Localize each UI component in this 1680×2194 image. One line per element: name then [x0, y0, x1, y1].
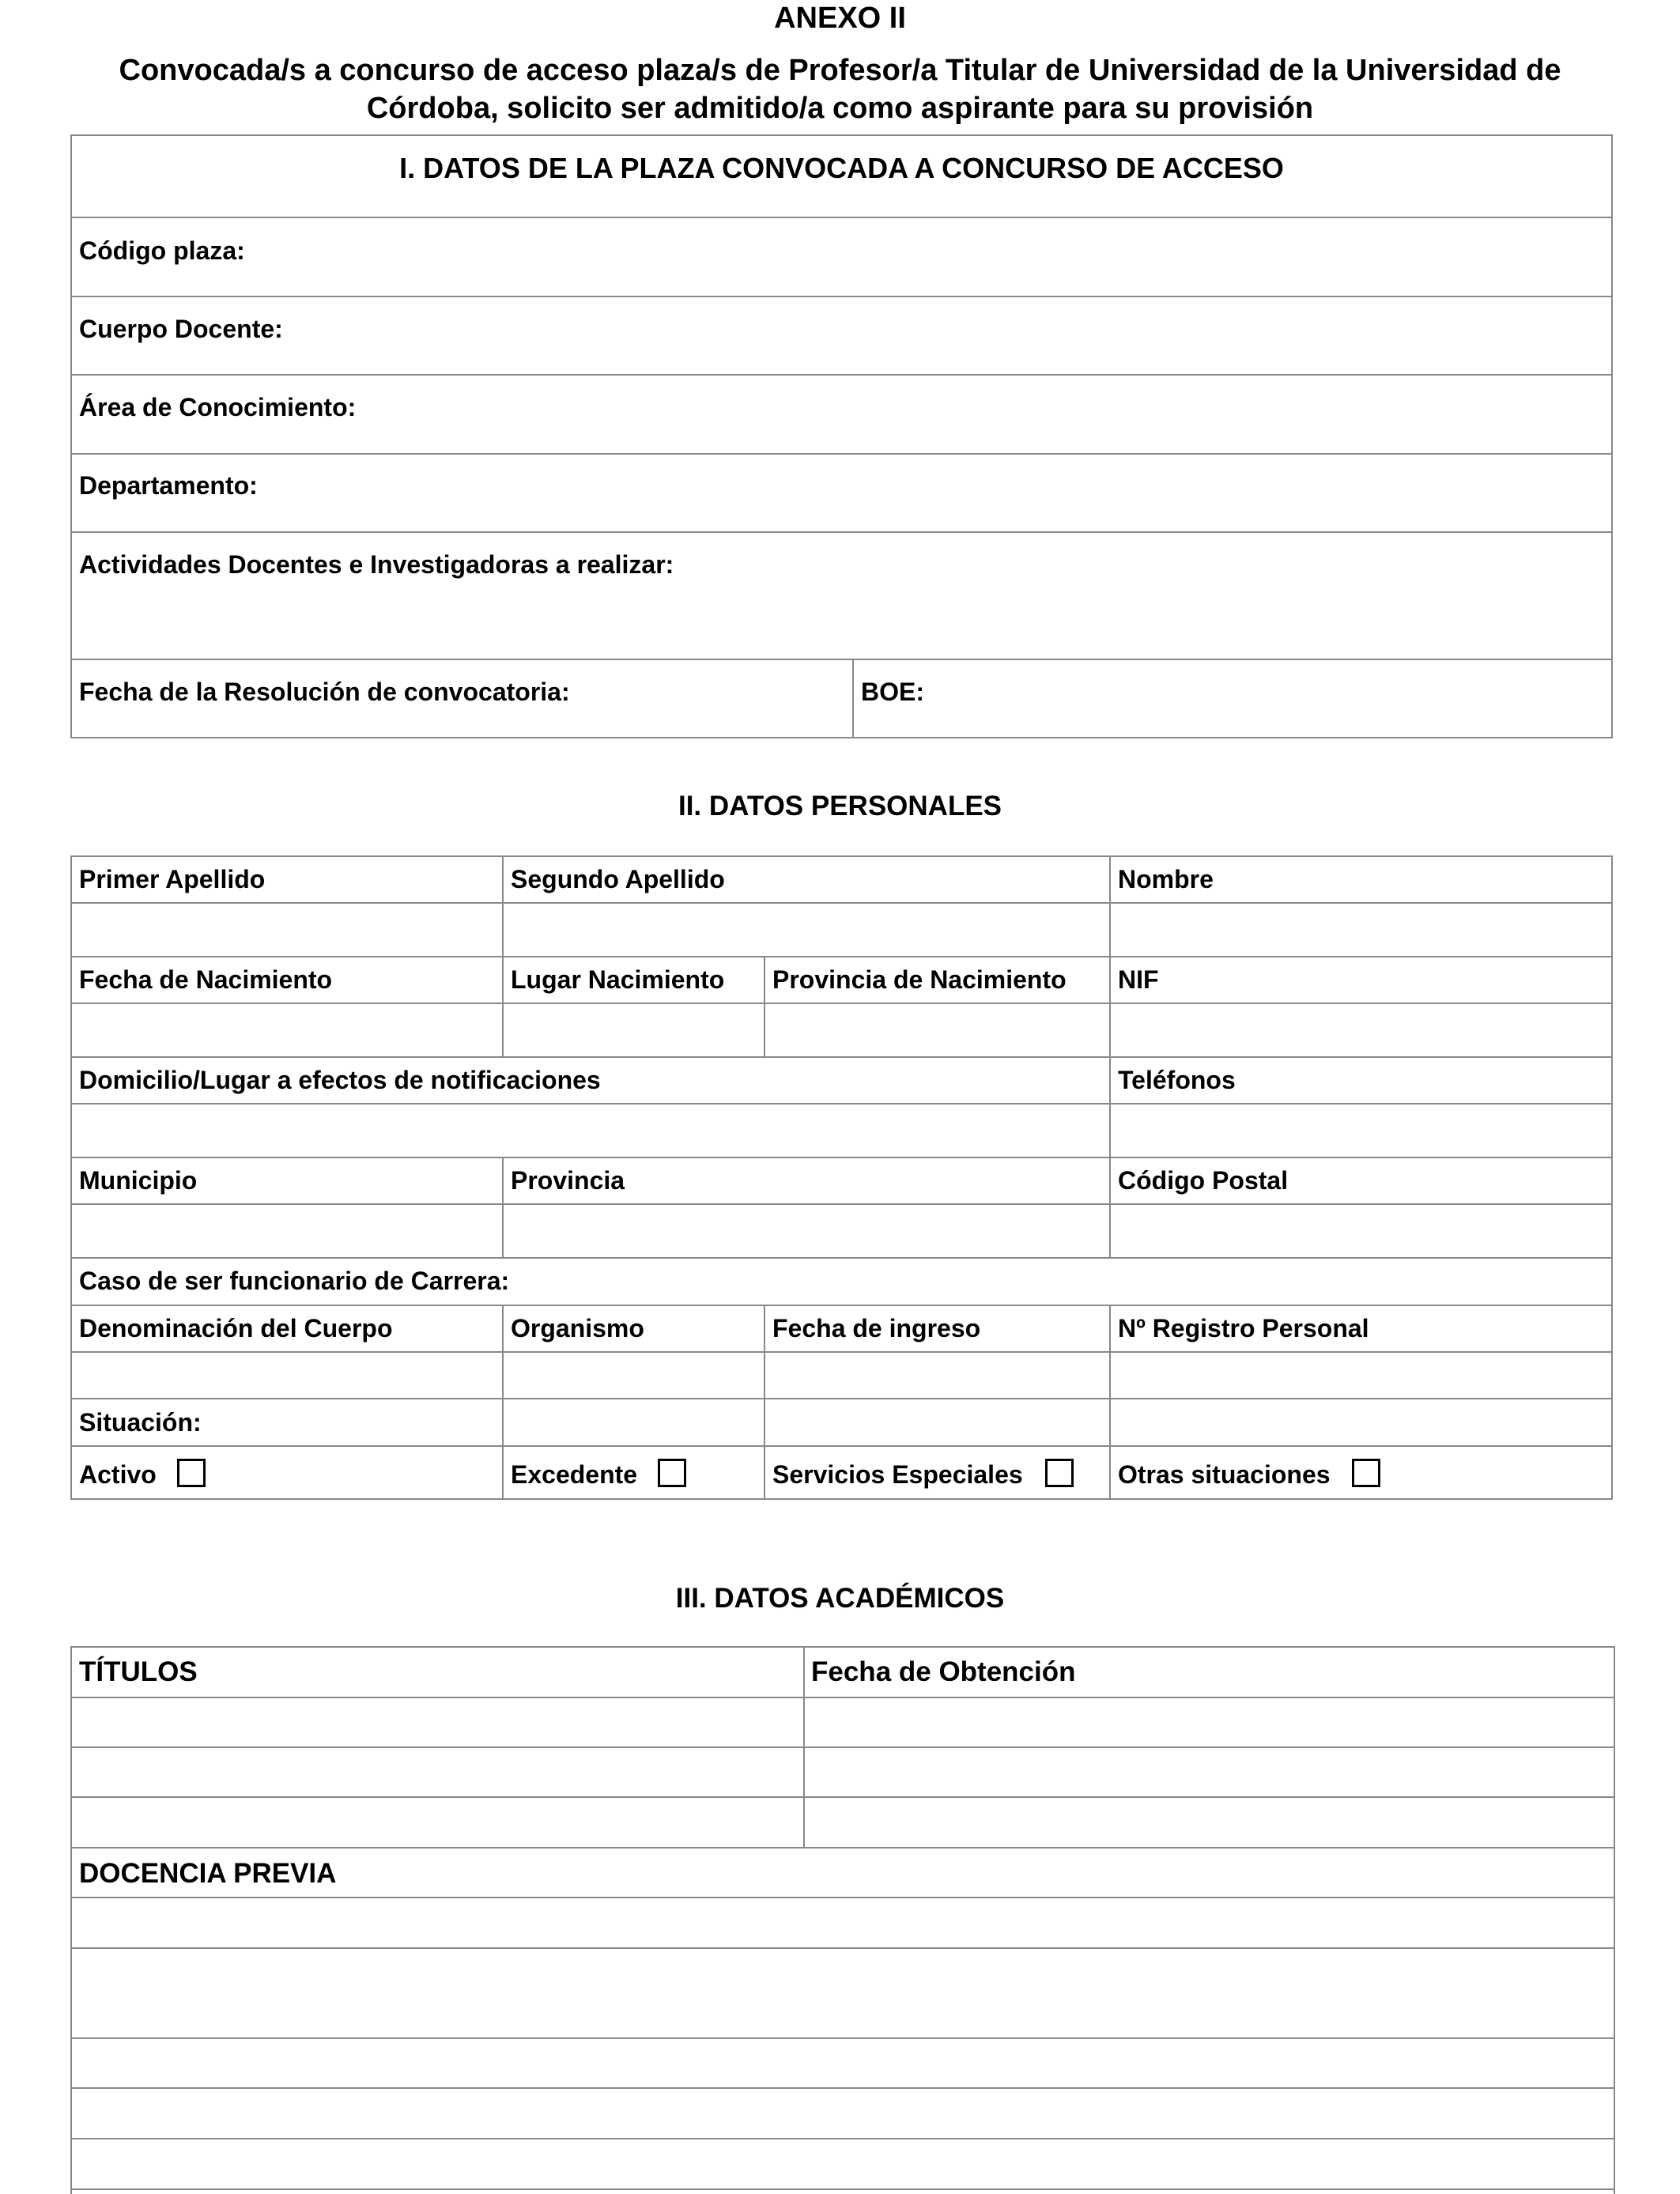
fecha-nacimiento-field[interactable] — [72, 1004, 501, 1055]
area-conocimiento-label: Área de Conocimiento: — [79, 393, 357, 421]
codigo-plaza-field[interactable] — [261, 218, 1611, 294]
lugar-nacimiento-field[interactable] — [504, 1004, 763, 1055]
fecha-obtencion-field-2[interactable] — [805, 1748, 1614, 1796]
domicilio-field[interactable] — [72, 1105, 1108, 1155]
divider — [70, 531, 1613, 533]
provincia-field[interactable] — [504, 1205, 1108, 1256]
fecha-obtencion-field-3[interactable] — [805, 1798, 1614, 1845]
telefonos-label: Teléfonos — [1118, 1066, 1236, 1094]
municipio-label: Municipio — [79, 1166, 198, 1195]
fecha-obtencion-header: Fecha de Obtención — [811, 1656, 1076, 1687]
divider — [70, 1305, 1613, 1306]
nif-label: NIF — [1118, 965, 1159, 994]
fecha-obtencion-field-1[interactable] — [805, 1698, 1614, 1746]
actividades-label: Actividades Docentes e Investigadoras a realizar: — [79, 550, 674, 579]
excedente-checkbox[interactable] — [658, 1459, 686, 1487]
caso-funcionario-label: Caso de ser funcionario de Carrera: — [79, 1267, 510, 1295]
excedente-label: Excedente — [511, 1460, 638, 1489]
fecha-ingreso-label: Fecha de ingreso — [772, 1314, 981, 1342]
otras-situaciones-checkbox[interactable] — [1352, 1459, 1380, 1487]
provincia-nacimiento-field[interactable] — [765, 1004, 1108, 1055]
provincia-nacimiento-label: Provincia de Nacimiento — [772, 965, 1067, 994]
organismo-label: Organismo — [511, 1314, 644, 1342]
nif-field[interactable] — [1111, 1004, 1611, 1055]
divider — [70, 1847, 1615, 1848]
divider — [764, 1305, 765, 1500]
primer-apellido-field[interactable] — [72, 904, 501, 954]
titulo-field-3[interactable] — [72, 1798, 802, 1845]
divider — [1109, 1305, 1111, 1500]
section-2-heading: II. DATOS PERSONALES — [678, 791, 1002, 821]
docencia-field-1[interactable] — [72, 1898, 1614, 1946]
titulo-field-1[interactable] — [72, 1698, 802, 1746]
boe-field[interactable] — [933, 660, 1611, 737]
divider — [70, 1257, 1613, 1259]
cuerpo-docente-field[interactable] — [300, 297, 1611, 373]
intro-line-1: Convocada/s a concurso de acceso plaza/s de Profesor/a Titular de Universidad de la Universidad de — [119, 54, 1561, 87]
titulo-field-2[interactable] — [72, 1748, 802, 1796]
docencia-previa-header: DOCENCIA PREVIA — [79, 1858, 337, 1889]
docencia-field-2[interactable] — [72, 1949, 1614, 2036]
annex-title: ANEXO II — [774, 2, 906, 35]
divider — [70, 1056, 1613, 1058]
situacion-label: Situación: — [79, 1408, 202, 1437]
denominacion-cuerpo-label: Denominación del Cuerpo — [79, 1314, 393, 1342]
codigo-postal-label: Código Postal — [1118, 1166, 1289, 1195]
boe-label: BOE: — [861, 678, 924, 706]
section-1-heading: I. DATOS DE LA PLAZA CONVOCADA A CONCURSO DE ACCESO — [399, 152, 1284, 184]
fecha-resolucion-field[interactable] — [585, 660, 851, 737]
activo-checkbox[interactable] — [177, 1459, 206, 1487]
divider — [70, 956, 1613, 957]
codigo-plaza-label: Código plaza: — [79, 236, 245, 265]
lugar-nacimiento-label: Lugar Nacimiento — [511, 965, 725, 994]
servicios-especiales-label: Servicios Especiales — [772, 1460, 1023, 1489]
registro-personal-label: Nº Registro Personal — [1118, 1314, 1369, 1342]
docencia-field-5[interactable] — [72, 2139, 1614, 2187]
divider — [70, 1398, 1613, 1399]
otras-situaciones-label: Otras situaciones — [1118, 1460, 1331, 1489]
actividades-field[interactable] — [72, 585, 1611, 658]
domicilio-label: Domicilio/Lugar a efectos de notificaciones — [79, 1066, 601, 1094]
fecha-resolucion-label: Fecha de la Resolución de convocatoria: — [79, 678, 570, 706]
activo-label: Activo — [79, 1460, 157, 1489]
divider — [852, 659, 854, 738]
departamento-field[interactable] — [269, 455, 1611, 531]
fecha-ingreso-field[interactable] — [765, 1353, 1108, 1397]
servicios-especiales-checkbox[interactable] — [1045, 1459, 1074, 1487]
codigo-postal-field[interactable] — [1111, 1205, 1611, 1256]
nombre-label: Nombre — [1118, 865, 1214, 893]
municipio-field[interactable] — [72, 1205, 501, 1256]
provincia-label: Provincia — [511, 1166, 625, 1195]
divider — [502, 1305, 504, 1500]
cuerpo-docente-label: Cuerpo Docente: — [79, 315, 283, 343]
section-3-heading: III. DATOS ACADÉMICOS — [675, 1583, 1005, 1614]
telefonos-field[interactable] — [1111, 1105, 1611, 1155]
area-conocimiento-field[interactable] — [372, 376, 1611, 451]
departamento-label: Departamento: — [79, 471, 258, 500]
denominacion-cuerpo-field[interactable] — [72, 1353, 501, 1397]
primer-apellido-label: Primer Apellido — [79, 865, 266, 893]
segundo-apellido-field[interactable] — [504, 904, 1108, 954]
divider — [70, 1445, 1613, 1447]
fecha-nacimiento-label: Fecha de Nacimiento — [79, 965, 333, 994]
docencia-field-3[interactable] — [72, 2039, 1614, 2086]
organismo-field[interactable] — [504, 1353, 763, 1397]
docencia-field-4[interactable] — [72, 2089, 1614, 2136]
registro-personal-field[interactable] — [1111, 1353, 1611, 1397]
divider — [70, 1157, 1613, 1158]
intro-line-2: Córdoba, solicito ser admitido/a como aspirante para su provisión — [366, 92, 1314, 125]
divider — [70, 2188, 1615, 2190]
nombre-field[interactable] — [1111, 904, 1611, 954]
titulos-header: TÍTULOS — [79, 1656, 198, 1687]
segundo-apellido-label: Segundo Apellido — [511, 865, 725, 893]
